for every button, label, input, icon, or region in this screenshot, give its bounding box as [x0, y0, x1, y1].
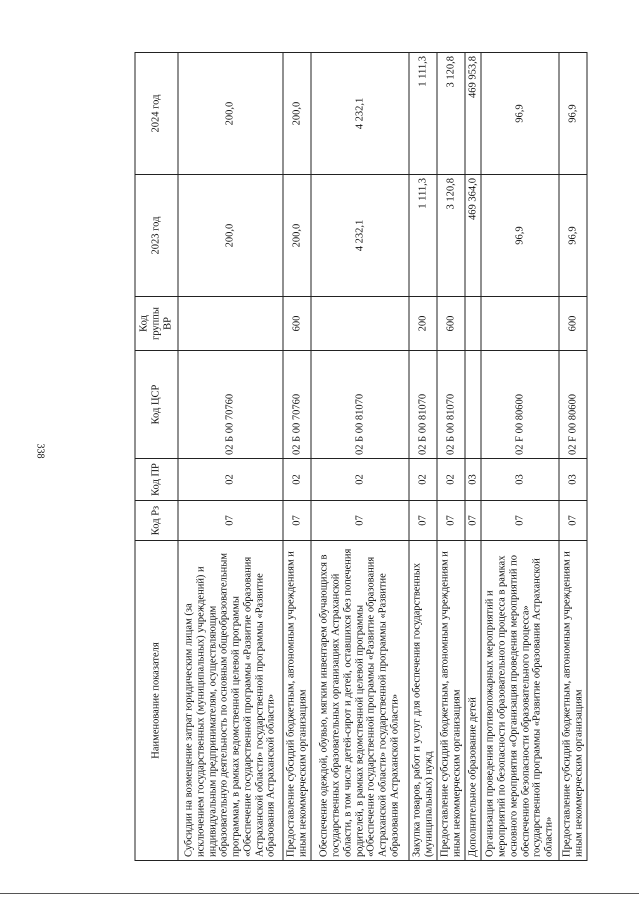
cell-vr: 600 [437, 297, 465, 351]
cell-rz: 07 [437, 501, 465, 541]
table-row [409, 53, 437, 861]
bottom-divider [0, 893, 639, 894]
table-row [178, 53, 283, 861]
cell-2023: 96,9 [481, 175, 559, 297]
cell-2024: 200,0 [283, 53, 311, 175]
cell-csr: 02 F 00 80600 [481, 351, 559, 459]
cell-name: Предоставление субсидий бюджетным, автономным учреждениям и иным некоммерческим организациям [559, 541, 587, 861]
cell-rz: 07 [481, 501, 559, 541]
cell-2024: 96,9 [559, 53, 587, 175]
cell-csr: 02 Б 00 81070 [437, 351, 465, 459]
cell-name: Предоставление субсидий бюджетным, автономным учреждениям и иным некоммерческим организациям [283, 541, 311, 861]
cell-2024: 469 953,8 [465, 53, 481, 175]
cell-2023: 96,9 [559, 175, 587, 297]
cell-2023: 3 120,8 [437, 175, 465, 297]
cell-name: Дополнительное образование детей [465, 541, 481, 861]
cell-2024: 4 232,1 [311, 53, 409, 175]
cell-pr: 02 [178, 459, 283, 501]
cell-rz: 07 [311, 501, 409, 541]
cell-vr: 600 [283, 297, 311, 351]
header-vr: Код группы ВР [135, 297, 178, 351]
cell-vr [465, 297, 481, 351]
table-row [481, 53, 559, 861]
header-name: Наименование показателя [135, 541, 178, 861]
cell-csr: 02 Б 00 70760 [178, 351, 283, 459]
cell-pr: 03 [559, 459, 587, 501]
table-row [311, 53, 409, 861]
cell-2023: 1 111,3 [409, 175, 437, 297]
cell-vr [311, 297, 409, 351]
budget-table [135, 52, 588, 861]
cell-name: Предоставление субсидий бюджетным, автономным учреждениям и иным некоммерческим организациям [437, 541, 465, 861]
cell-pr: 03 [481, 459, 559, 501]
cell-rz: 07 [465, 501, 481, 541]
cell-2023: 469 364,0 [465, 175, 481, 297]
cell-rz: 07 [283, 501, 311, 541]
header-pr: Код ПР [135, 459, 178, 501]
header-2024: 2024 год [135, 53, 178, 175]
table-row [437, 53, 465, 861]
cell-rz: 07 [178, 501, 283, 541]
cell-name: Закупка товаров, работ и услуг для обеспечения государственных (муниципальных) нужд [409, 541, 437, 861]
cell-2023: 200,0 [178, 175, 283, 297]
cell-name: Обеспечение одеждой, обувью, мягким инвентарем обучающихся в государственных образовательных организациях Астраханской области, в том числе детей-сирот и детей, оставшихся без попечения родителей, в рамках ведомственной целевой программы «Обеспечение государственной программы «Развитие образования Астраханской области» государственной программы «Развитие образования Астраханской области» [311, 541, 409, 861]
cell-csr: 02 F 00 80600 [559, 351, 587, 459]
cell-2023: 4 232,1 [311, 175, 409, 297]
cell-pr: 02 [437, 459, 465, 501]
cell-csr: 02 Б 00 81070 [311, 351, 409, 459]
table-row [283, 53, 311, 861]
cell-name: Организация проведения противопожарных мероприятий и мероприятий по безопасности образовательного процесса в рамках основного мероприятия «Организация проведения мероприятий по обеспечению безопасности образовательного процесса» государственной программы «Развитие образования Астраханской области» [481, 541, 559, 861]
cell-vr: 600 [559, 297, 587, 351]
cell-vr [481, 297, 559, 351]
cell-csr: 02 Б 00 70760 [283, 351, 311, 459]
cell-pr: 02 [409, 459, 437, 501]
page-number: 338 [34, 443, 46, 459]
header-2023: 2023 год [135, 175, 178, 297]
cell-csr: 02 Б 00 81070 [409, 351, 437, 459]
cell-2024: 1 111,3 [409, 53, 437, 175]
header-rz: Код Рз [135, 501, 178, 541]
cell-rz: 07 [409, 501, 437, 541]
cell-pr: 02 [283, 459, 311, 501]
cell-csr [465, 351, 481, 459]
rotated-table-wrapper [135, 53, 584, 861]
table-header-row [135, 53, 178, 861]
cell-2024: 3 120,8 [437, 53, 465, 175]
cell-2024: 96,9 [481, 53, 559, 175]
cell-name: Субсидии на возмещение затрат юридическим лицам (за исключением государственных (муниципальных) учреждений) и индивидуальным предпринимателям, осуществляющим образовательную деятельность по основным общеобразовательным программам, в рамках ведомственной целевой программы «Обеспечение государственной программы «Развитие образования Астраханской области» государственной программы «Развитие образования Астраханской области» [178, 541, 283, 861]
header-csr: Код ЦСР [135, 351, 178, 459]
cell-rz: 07 [559, 501, 587, 541]
table-row [559, 53, 587, 861]
cell-pr: 02 [311, 459, 409, 501]
cell-pr: 03 [465, 459, 481, 501]
cell-vr: 200 [409, 297, 437, 351]
cell-2024: 200,0 [178, 53, 283, 175]
cell-vr [178, 297, 283, 351]
table-row [465, 53, 481, 861]
cell-2023: 200,0 [283, 175, 311, 297]
